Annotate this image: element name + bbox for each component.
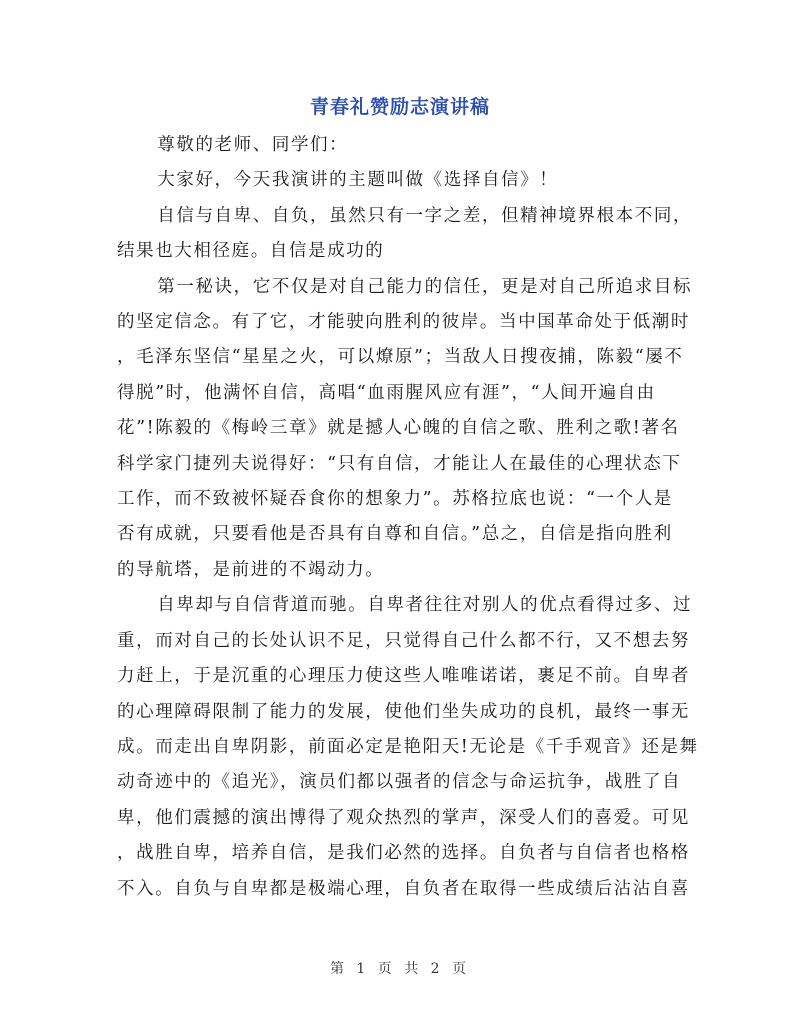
- text-line: 得脱”时，他满怀自信，高唱“血雨腥风应有涯”，“人间开遍自由: [117, 382, 656, 403]
- text-line: 科学家门捷列夫说得好：“只有自信，才能让人在最佳的心理状态下: [117, 453, 682, 474]
- text-line: 动奇迹中的《追光》，演员们都以强者的信念与命运抗争，战胜了自: [117, 772, 682, 793]
- text-line: 不入。自负与自卑都是极端心理，自负者在取得一些成绩后沾沾自喜: [117, 878, 690, 899]
- document-page: [117, 90, 699, 907]
- text-line: ，战胜自卑，培养自信，是我们必然的选择。自负者与自信者也格格: [117, 843, 690, 864]
- text-line: 自卑却与自信背道而驰。自卑者往往对别人的优点看得过多、过: [157, 595, 693, 616]
- text-line: 大家好，今天我演讲的主题叫做《选择自信》！: [157, 170, 559, 191]
- text-line: 力赶上，于是沉重的心理压力使这些人唯唯诺诺，裹足不前。自卑者: [117, 666, 690, 687]
- text-line: 花”!陈毅的《梅岭三章》就是撼人心魄的自信之歌、胜利之歌!著名: [117, 418, 680, 439]
- text-line: 卑，他们震撼的演出博得了观众热烈的掌声，深受人们的喜爱。可见: [117, 807, 690, 828]
- text-line: 的导航塔，是前进的不竭动力。: [117, 559, 385, 580]
- text-line: 结果也大相径庭。自信是成功的: [117, 241, 385, 262]
- text-line: 尊敬的老师、同学们：: [157, 135, 349, 155]
- text-line: 否有成就，只要看他是否具有自尊和自信。”总之，自信是指向胜利: [117, 524, 673, 545]
- document-body: [117, 128, 699, 907]
- text-line: 工作，而不致被怀疑吞食你的想象力”。苏格拉底也说：“一个人是: [117, 489, 673, 510]
- text-line: 的心理障碍限制了能力的发展，使他们坐失成功的良机，最终一事无: [117, 701, 690, 722]
- text-line: ，毛泽东坚信“星星之火，可以燎原”；当敌人日搜夜捕，陈毅“屡不: [117, 347, 684, 368]
- page-indicator: 第 1 页 共 2 页: [329, 961, 471, 977]
- text-line: 自信与自卑、自负，虽然只有一字之差，但精神境界根本不同，: [157, 205, 693, 226]
- text-line: 成。而走出自卑阴影，前面必定是艳阳天!无论是《千手观音》还是舞: [117, 736, 699, 757]
- text-line: 第一秘诀，它不仅是对自己能力的信任，更是对自己所追求目标: [157, 276, 693, 297]
- text-line: 的坚定信念。有了它，才能驶向胜利的彼岸。当中国革命处于低潮时: [117, 312, 690, 333]
- text-line: 重，而对自己的长处认识不足，只觉得自己什么都不行，又不想去努: [117, 630, 690, 651]
- document-title: 青春礼赞励志演讲稿: [309, 96, 490, 118]
